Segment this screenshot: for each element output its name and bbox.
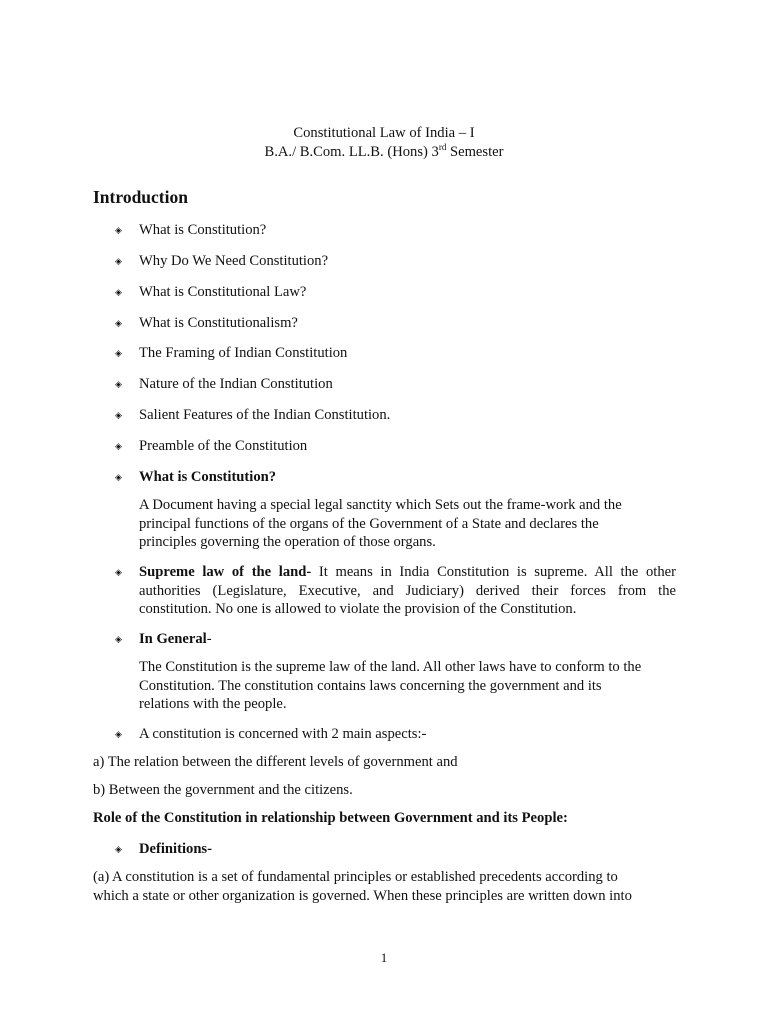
diamond-bullet-icon: ◈ bbox=[115, 441, 122, 451]
diamond-bullet-icon: ◈ bbox=[115, 634, 122, 644]
in-general-title bbox=[139, 630, 212, 649]
course-subtitle-text: B.A./ B.Com. LL.B. (Hons) 3 bbox=[264, 144, 439, 160]
diamond-bullet-icon: ◈ bbox=[115, 256, 122, 266]
paragraph-line: (a) A constitution is a set of fundamental principles or established precedents according to bbox=[93, 869, 618, 885]
paragraph-line: A Document having a special legal sanctity which Sets out the frame-work and the bbox=[139, 497, 622, 513]
topic-item: Nature of the Indian Constitution bbox=[139, 376, 333, 392]
supreme-law-text: It means in India Constitution is supreme. All the other bbox=[311, 564, 676, 580]
definitions-title: Definitions- bbox=[139, 841, 212, 857]
topic-item: What is Constitution? bbox=[139, 222, 267, 238]
diamond-bullet-icon: ◈ bbox=[115, 379, 122, 389]
paragraph-line: relations with the people. bbox=[139, 696, 287, 712]
in-general-suffix: - bbox=[206, 631, 212, 647]
in-general-paragraph bbox=[139, 658, 676, 714]
diamond-bullet-icon: ◈ bbox=[115, 225, 122, 235]
diamond-bullet-icon: ◈ bbox=[115, 348, 122, 358]
course-subtitle-superscript: rd bbox=[438, 142, 447, 153]
in-general-label: In General bbox=[139, 631, 207, 647]
diamond-bullet-icon: ◈ bbox=[115, 318, 122, 328]
topic-item: Salient Features of the Indian Constitution. bbox=[139, 407, 391, 423]
diamond-bullet-icon: ◈ bbox=[115, 287, 122, 297]
page-number: 1 bbox=[380, 950, 388, 965]
aspects-item: A constitution is concerned with 2 main aspects:- bbox=[139, 726, 427, 742]
paragraph-line: principal functions of the organs of the Government of a State and declares the bbox=[139, 515, 599, 532]
introduction-heading: Introduction bbox=[93, 187, 188, 207]
course-title: Constitutional Law of India – I bbox=[293, 125, 475, 141]
diamond-bullet-icon: ◈ bbox=[115, 410, 122, 420]
paragraph-line: constitution. No one is allowed to violate the provision of the Constitution. bbox=[139, 601, 577, 617]
paragraph-line: authorities (Legislature, Executive, and Judiciary) derived their forces from the bbox=[139, 582, 676, 599]
paragraph-line bbox=[139, 563, 676, 582]
definition-paragraph bbox=[139, 496, 676, 552]
topic-item: What is Constitutionalism? bbox=[139, 315, 298, 331]
definitions-paragraph bbox=[93, 868, 683, 905]
course-subtitle bbox=[0, 143, 768, 162]
course-subtitle-suffix: Semester bbox=[446, 144, 504, 160]
diamond-bullet-icon: ◈ bbox=[115, 472, 122, 482]
aspect-a: a) The relation between the different levels of government and bbox=[93, 754, 458, 770]
paragraph-line: Constitution. The constitution contains laws concerning the government and its bbox=[139, 677, 602, 694]
paragraph-line: which a state or other organization is governed. When these principles are written down into bbox=[93, 887, 632, 904]
diamond-bullet-icon: ◈ bbox=[115, 844, 122, 854]
diamond-bullet-icon: ◈ bbox=[115, 567, 122, 577]
paragraph-line: principles governing the operation of those organs. bbox=[139, 534, 436, 550]
supreme-law-label: Supreme law of the land- bbox=[139, 564, 312, 580]
topic-item: The Framing of Indian Constitution bbox=[139, 345, 348, 361]
topic-item: What is Constitutional Law? bbox=[139, 284, 307, 300]
role-heading: Role of the Constitution in relationship between Government and its People: bbox=[93, 810, 568, 826]
aspect-b: b) Between the government and the citizens. bbox=[93, 782, 353, 798]
supreme-law-paragraph bbox=[139, 563, 676, 619]
paragraph-line: The Constitution is the supreme law of the land. All other laws have to conform to the bbox=[139, 659, 642, 675]
topic-item: Why Do We Need Constitution? bbox=[139, 253, 329, 269]
topic-item: Preamble of the Constitution bbox=[139, 438, 308, 454]
diamond-bullet-icon: ◈ bbox=[115, 729, 122, 739]
section-title-what-is-constitution: What is Constitution? bbox=[139, 469, 277, 485]
